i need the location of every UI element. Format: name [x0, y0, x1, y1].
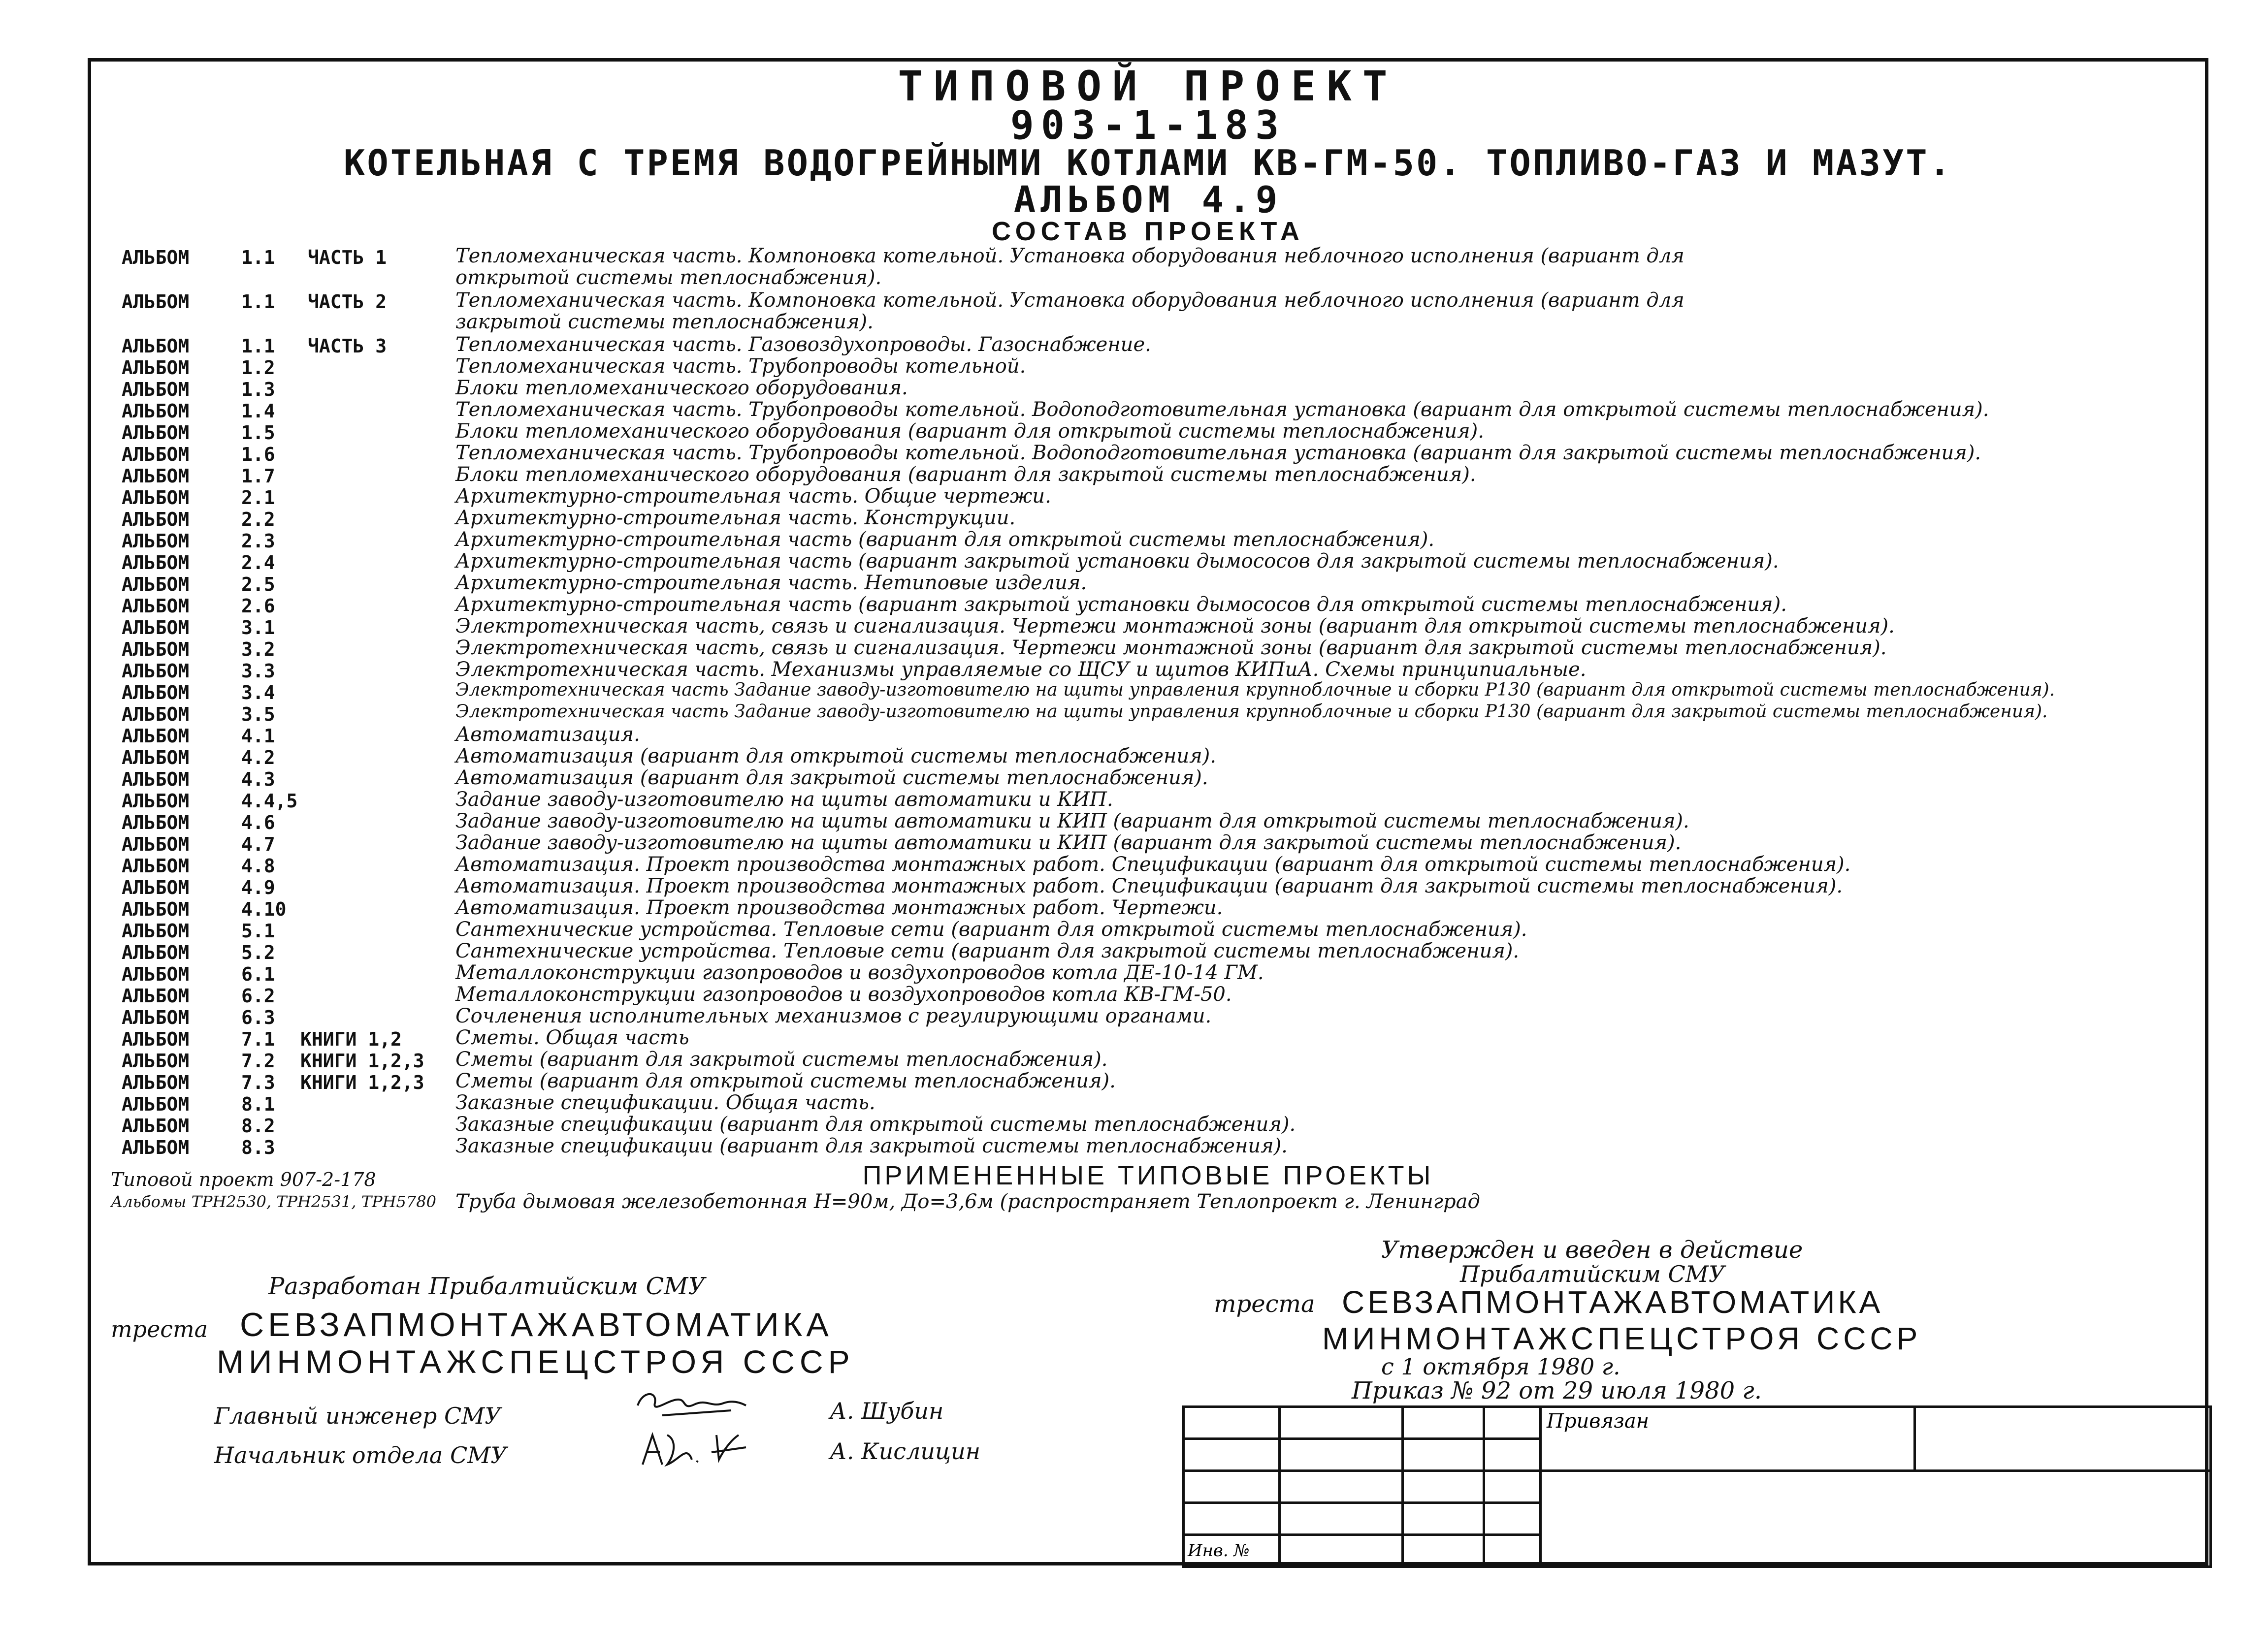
drawing-frame — [88, 58, 2208, 1565]
approval-order: Приказ № 92 от 29 июля 1980 г. — [1352, 1377, 1762, 1405]
list-item: АЛЬБОМ 3.1 Электротехническая часть, связь и сигнализация. Чертежи монтажной зоны (вариант для открытой системы теплоснабжения). — [122, 615, 1895, 638]
signature-chief-engineer — [633, 1386, 751, 1430]
developer-ministry: МИНМОНТАЖСПЕЦСТРОЯ СССР — [217, 1343, 855, 1380]
list-item: АЛЬБОМ 5.2 Сантехнические устройства. Тепловые сети (вариант для закрытой системы теплоснабжения). — [122, 940, 1520, 963]
list-item: АЛЬБОМ 1.2 Тепломеханическая часть. Трубопроводы котельной. — [122, 355, 1026, 379]
approval-ministry: МИНМОНТАЖСПЕЦСТРОЯ СССР — [1322, 1321, 1922, 1356]
approval-trest-name: СЕВЗАПМОНТАЖАВТОМАТИКА — [1342, 1284, 1883, 1320]
list-item: АЛЬБОМ 1.1 ЧАСТЬ 1 Тепломеханическая часть. Компоновка котельной. Установка оборудования неблочного исполнения (вариант для открытой системы теплоснабжения). — [122, 245, 1685, 289]
list-item: АЛЬБОМ 4.4,5 Задание заводу-изготовителю на щиты автоматики и КИП. — [122, 788, 1113, 812]
list-item: АЛЬБОМ 6.1 Металлоконструкции газопроводов и воздухопроводов котла ДЕ-10-14 ГМ. — [122, 961, 1264, 985]
contents-title: СОСТАВ ПРОЕКТА — [992, 217, 1304, 246]
approval-trest-label: треста — [1214, 1290, 1315, 1318]
list-item: АЛЬБОМ 6.2 Металлоконструкции газопроводов и воздухопроводов котла КВ-ГМ-50. — [122, 983, 1232, 1007]
project-name: КОТЕЛЬНАЯ С ТРЕМЯ ВОДОГРЕЙНЫМИ КОТЛАМИ КВ-ГМ-50. ТОПЛИВО-ГАЗ И МАЗУТ. — [344, 142, 1952, 184]
list-item: АЛЬБОМ 1.5 Блоки тепломеханического оборудования (вариант для открытой системы теплоснабжения). — [122, 420, 1484, 444]
inventory-number-label: Инв. № — [1188, 1541, 1250, 1561]
stamp-table — [1182, 1405, 2212, 1568]
list-item: АЛЬБОМ 2.6 Архитектурно-строительная часть (вариант закрытой установки дымососов для открытой системы теплоснабжения). — [122, 593, 1787, 617]
list-item: АЛЬБОМ 1.7 Блоки тепломеханического оборудования (вариант для закрытой системы теплоснабжения). — [122, 463, 1476, 487]
list-item: АЛЬБОМ 2.1 Архитектурно-строительная часть. Общие чертежи. — [122, 485, 1051, 509]
list-item: АЛЬБОМ 6.3 Сочленения исполнительных механизмов с регулирующими органами. — [122, 1005, 1212, 1028]
list-item: АЛЬБОМ 1.6 Тепломеханическая часть. Трубопроводы котельной. Водоподготовительная установка (вариант для закрытой системы теплоснабжения). — [122, 442, 1981, 465]
list-item: АЛЬБОМ 8.2 Заказные спецификации (вариант для открытой системы теплоснабжения). — [122, 1113, 1296, 1137]
project-number: 903-1-183 — [1010, 102, 1286, 148]
list-item: АЛЬБОМ 3.4 Электротехническая часть Задание заводу-изготовителю на щиты управления крупноблочные и сборки Р130 (вариант для открытой системы теплоснабжения). — [122, 680, 2055, 703]
chief-engineer-name: А. Шубин — [830, 1398, 944, 1424]
list-item: АЛЬБОМ 2.4 Архитектурно-строительная часть (вариант закрытой установки дымососов для закрытой системы теплоснабжения). — [122, 550, 1779, 574]
applied-projects-title: ПРИМЕНЕННЫЕ ТИПОВЫЕ ПРОЕКТЫ — [862, 1161, 1434, 1190]
list-item: АЛЬБОМ 1.1 ЧАСТЬ 2 Тепломеханическая часть. Компоновка котельной. Установка оборудования неблочного исполнения (вариант для закрытой системы теплоснабжения). — [122, 289, 1685, 333]
privyazan-label: Привязан — [1547, 1410, 1650, 1433]
list-item: АЛЬБОМ 5.1 Сантехнические устройства. Тепловые сети (вариант для открытой системы теплоснабжения). — [122, 918, 1527, 942]
department-head-name: А. Кислицин — [830, 1438, 981, 1465]
applied-albums: Альбомы ТРН2530, ТРН2531, ТРН5780 — [111, 1192, 436, 1211]
list-item: АЛЬБОМ 4.3 Автоматизация (вариант для закрытой системы теплоснабжения). — [122, 766, 1208, 790]
developer-line1: Разработан Прибалтийским СМУ — [268, 1273, 706, 1300]
list-item: АЛЬБОМ 3.5 Электротехническая часть Задание заводу-изготовителю на щиты управления крупноблочные и сборки Р130 (вариант для закрытой системы теплоснабжения). — [122, 702, 2048, 725]
list-item: АЛЬБОМ 1.4 Тепломеханическая часть. Трубопроводы котельной. Водоподготовительная установка (вариант для открытой системы теплоснабжения). — [122, 398, 1989, 422]
list-item: АЛЬБОМ 4.6 Задание заводу-изготовителю на щиты автоматики и КИП (вариант для открытой системы теплоснабжения). — [122, 810, 1689, 833]
list-item: АЛЬБОМ 7.2 КНИГИ 1,2,3 Сметы (вариант для закрытой системы теплоснабжения). — [122, 1048, 1108, 1072]
developer-trest-label: треста — [111, 1316, 208, 1342]
list-item: АЛЬБОМ 8.1 Заказные спецификации. Общая часть. — [122, 1091, 875, 1115]
header-title: ТИПОВОЙ ПРОЕКТ — [898, 62, 1398, 110]
list-item: АЛЬБОМ 3.2 Электротехническая часть, связь и сигнализация. Чертежи монтажной зоны (вариант для закрытой системы теплоснабжения). — [122, 637, 1887, 660]
applied-description: Труба дымовая железобетонная Н=90м, До=3,6м (распространяет Теплопроект г. Ленинград — [455, 1190, 1480, 1213]
list-item: АЛЬБОМ 2.5 Архитектурно-строительная часть. Нетиповые изделия. — [122, 572, 1087, 595]
list-item: АЛЬБОМ 4.8 Автоматизация. Проект производства монтажных работ. Спецификации (вариант для открытой системы теплоснабжения). — [122, 853, 1851, 877]
list-item: АЛЬБОМ 4.10 Автоматизация. Проект производства монтажных работ. Чертежи. — [122, 896, 1223, 920]
list-item: АЛЬБОМ 4.9 Автоматизация. Проект производства монтажных работ. Спецификации (вариант для закрытой системы теплоснабжения). — [122, 875, 1843, 898]
list-item: АЛЬБОМ 4.2 Автоматизация (вариант для открытой системы теплоснабжения). — [122, 745, 1216, 768]
list-item: АЛЬБОМ 4.7 Задание заводу-изготовителю на щиты автоматики и КИП (вариант для закрытой системы теплоснабжения). — [122, 831, 1682, 855]
approval-date: с 1 октября 1980 г. — [1381, 1353, 1620, 1380]
department-head-role: Начальник отдела СМУ — [214, 1442, 507, 1468]
list-item: АЛЬБОМ 7.1 КНИГИ 1,2 Сметы. Общая часть — [122, 1026, 689, 1050]
list-item: АЛЬБОМ 7.3 КНИГИ 1,2,3 Сметы (вариант для открытой системы теплоснабжения). — [122, 1070, 1116, 1093]
signature-department-head — [633, 1425, 756, 1479]
list-item: АЛЬБОМ 4.1 Автоматизация. — [122, 723, 640, 747]
list-item: АЛЬБОМ 1.3 Блоки тепломеханического оборудования. — [122, 377, 908, 400]
approval-line2: Прибалтийским СМУ — [1460, 1261, 1725, 1287]
list-item: АЛЬБОМ 1.1 ЧАСТЬ 3 Тепломеханическая часть. Газовоздухопроводы. Газоснабжение. — [122, 333, 1151, 357]
applied-project-number: Типовой проект 907-2-178 — [111, 1169, 376, 1190]
chief-engineer-role: Главный инженер СМУ — [214, 1403, 501, 1429]
list-item: АЛЬБОМ 2.2 Архитектурно-строительная часть. Конструкции. — [122, 507, 1016, 530]
developer-trest-name: СЕВЗАПМОНТАЖАВТОМАТИКА — [240, 1306, 833, 1343]
list-item: АЛЬБОМ 3.3 Электротехническая часть. Механизмы управляемые со ЩСУ и щитов КИПиА. Схемы принципиальные. — [122, 658, 1587, 682]
list-item: АЛЬБОМ 8.3 Заказные спецификации (вариант для закрытой системы теплоснабжения). — [122, 1135, 1288, 1158]
list-item: АЛЬБОМ 2.3 Архитектурно-строительная часть (вариант для открытой системы теплоснабжения). — [122, 528, 1435, 552]
album-number: АЛЬБОМ 4.9 — [1013, 179, 1283, 221]
approval-line1: Утвержден и введен в действие — [1381, 1236, 1803, 1264]
